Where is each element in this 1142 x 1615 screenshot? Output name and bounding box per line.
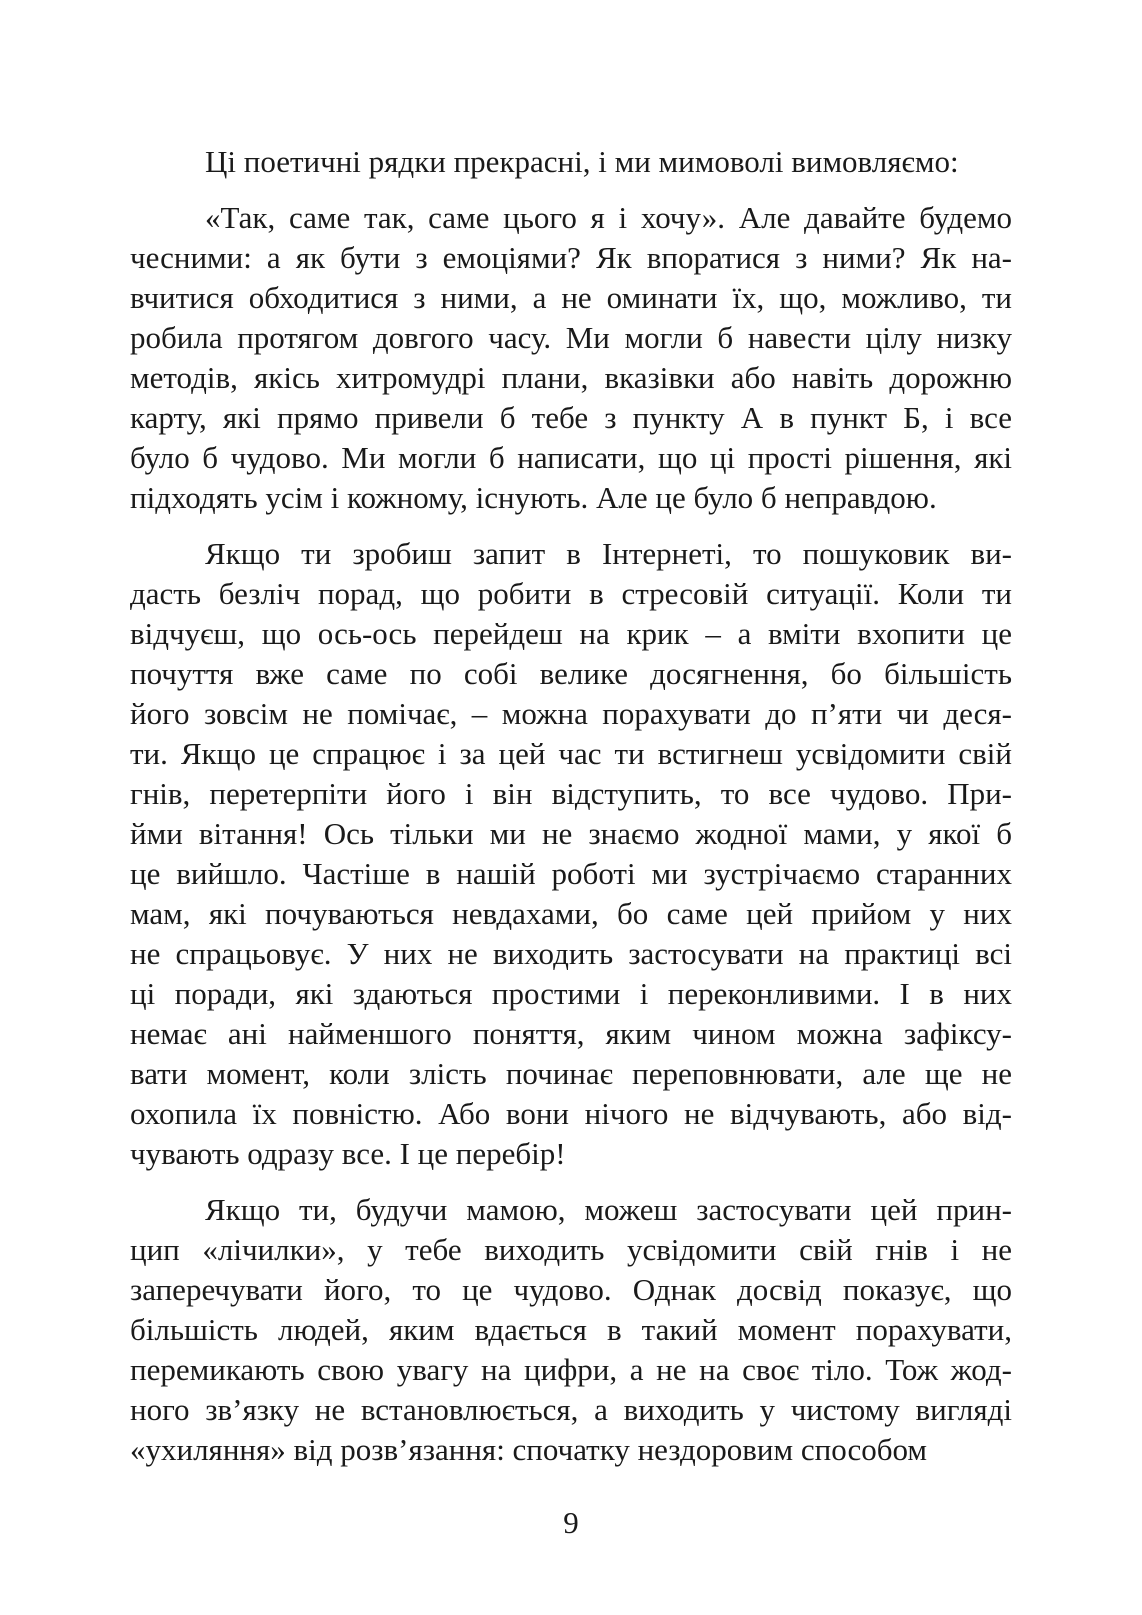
text-line: Ці поетичні рядки прекрасні, і ми мимоволі вимовляємо:	[205, 144, 959, 179]
text-line: дасть безліч порад, що робити в стресовій ситуації. Коли ти	[130, 576, 1012, 611]
text-line: карту, які прямо привели б тебе з пункту А в пункт Б, і все	[130, 400, 1012, 435]
paragraph	[130, 534, 1012, 1174]
text-line: підходять усім і кожному, існують. Але це було б неправдою.	[130, 480, 937, 515]
text-line: охопила їх повністю. Або вони нічого не відчувають, або від-	[130, 1096, 1012, 1131]
paragraph	[130, 1190, 1012, 1470]
paragraph	[130, 198, 1012, 518]
text-line: чесними: а як бути з емоціями? Як впоратися з ними? Як на-	[130, 240, 1012, 275]
text-line: цип «лічилки», у тебе виходить усвідомити свій гнів і не	[130, 1232, 1012, 1267]
text-line: ного зв’язку не встановлюється, а виходить у чистому вигляді	[130, 1392, 1012, 1427]
text-line: відчуєш, що ось-ось перейдеш на крик – а вміти вхопити це	[130, 616, 1012, 651]
page-number: 9	[563, 1505, 579, 1540]
text-line: ти. Якщо це спрацює і за цей час ти встигнеш усвідомити свій	[130, 736, 1012, 771]
text-line: немає ані найменшого поняття, яким чином можна зафіксу-	[130, 1016, 1012, 1051]
text-line: «ухиляння» від розв’язання: спочатку нездоровим способом	[130, 1432, 928, 1467]
text-line: почуття вже саме по собі велике досягнення, бо більшість	[130, 656, 1012, 691]
text-line: робила протягом довгого часу. Ми могли б навести цілу низку	[130, 320, 1012, 355]
text-line: перемикають свою увагу на цифри, а не на своє тіло. Тож жод-	[130, 1352, 1012, 1387]
text-line: вчитися обходитися з ними, а не оминати їх, що, можливо, ти	[130, 280, 1012, 315]
text-line: його зовсім не помічає, – можна порахувати до п’яти чи деся-	[130, 696, 1012, 731]
text-line: гнів, перетерпіти його і він відступить, то все чудово. При-	[130, 776, 1012, 811]
paragraph	[130, 142, 1012, 182]
text-line: було б чудово. Ми могли б написати, що ці прості рішення, які	[130, 440, 1012, 475]
text-line: мам, які почуваються невдахами, бо саме цей прийом у них	[130, 896, 1012, 931]
text-line: це вийшло. Частіше в нашій роботі ми зустрічаємо старанних	[130, 856, 1012, 891]
text-line: заперечувати його, то це чудово. Однак досвід показує, що	[130, 1272, 1012, 1307]
text-line: ці поради, які здаються простими і переконливими. І в них	[130, 976, 1012, 1011]
text-line: Якщо ти, будучи мамою, можеш застосувати цей прин-	[205, 1192, 1012, 1227]
text-line: вати момент, коли злість починає переповнювати, але ще не	[130, 1056, 1012, 1091]
text-line: чувають одразу все. І це перебір!	[130, 1136, 566, 1171]
text-line: Якщо ти зробиш запит в Інтернеті, то пошуковик ви-	[205, 536, 1012, 571]
text-block	[130, 142, 1012, 1470]
text-line: «Так, саме так, саме цього я і хочу». Але давайте будемо	[205, 200, 1012, 235]
text-line: методів, якісь хитромудрі плани, вказівки або навіть дорожню	[130, 360, 1012, 395]
text-line: йми вітання! Ось тільки ми не знаємо жодної мами, у якої б	[130, 816, 1012, 851]
text-line: не спрацьовує. У них не виходить застосувати на практиці всі	[130, 936, 1012, 971]
text-line: більшість людей, яким вдається в такий момент порахувати,	[130, 1312, 1012, 1347]
